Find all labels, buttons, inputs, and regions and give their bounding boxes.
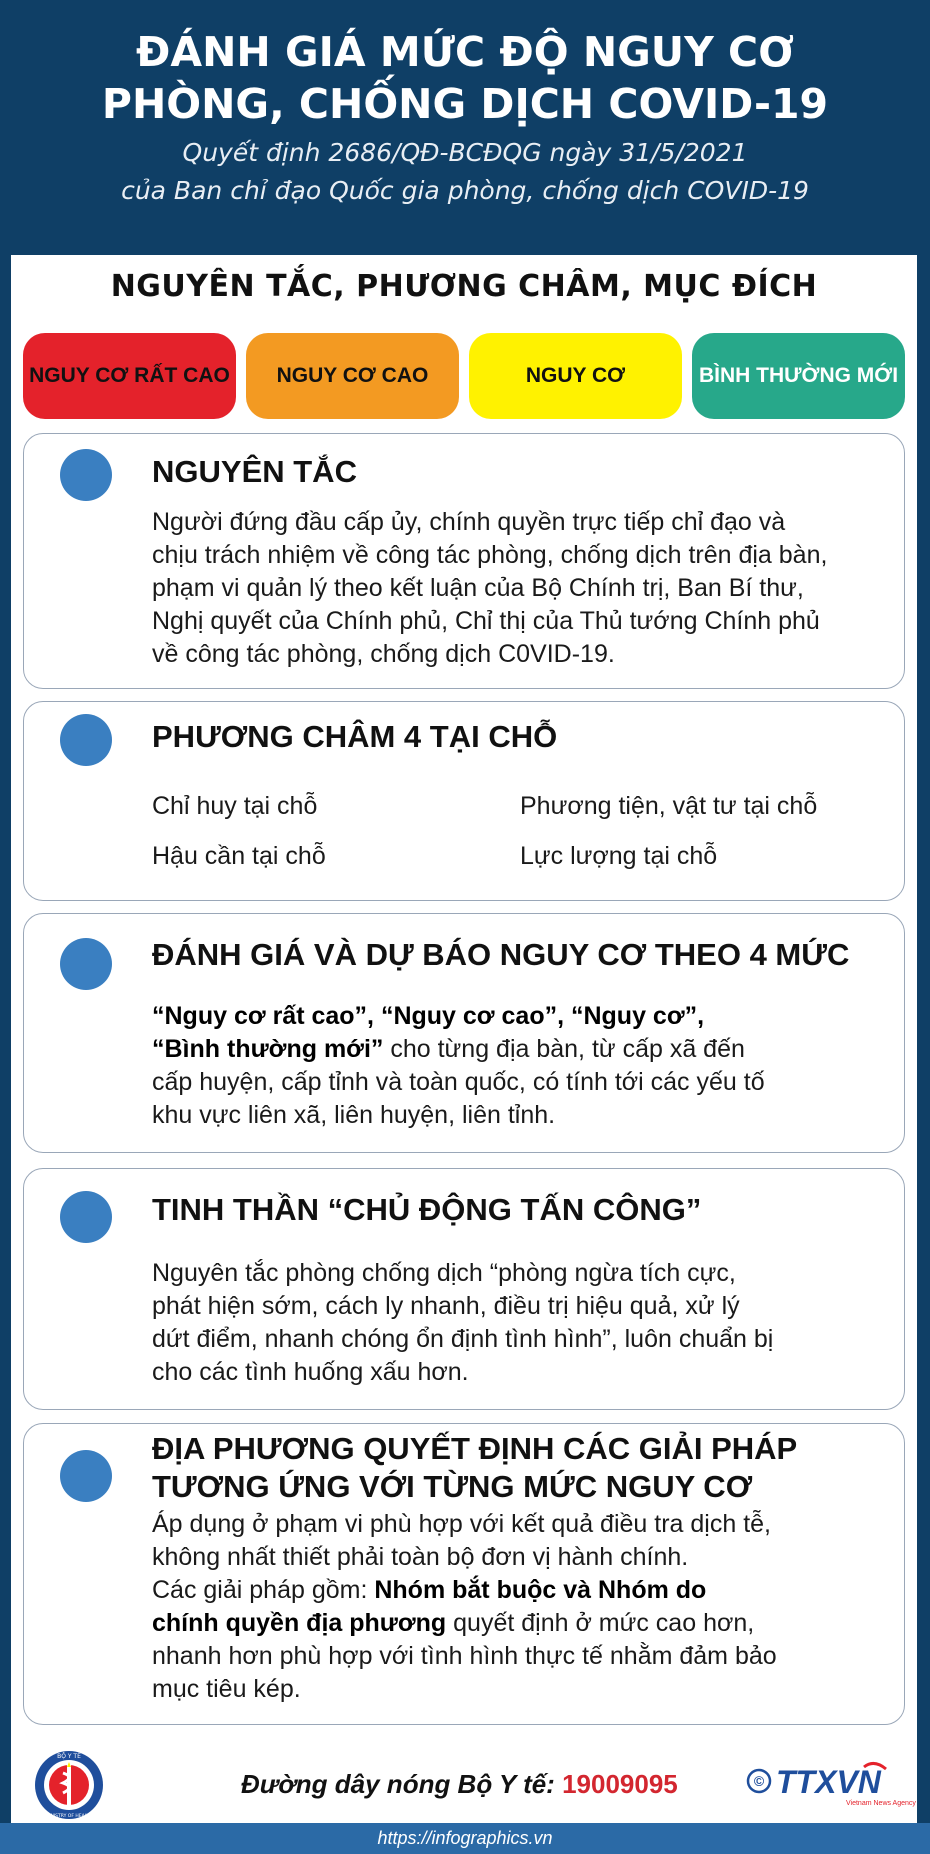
bullet-dot-icon <box>60 1450 112 1502</box>
bullet-dot-icon <box>60 449 112 501</box>
card-title: ĐÁNH GIÁ VÀ DỰ BÁO NGUY CƠ THEO 4 MỨC <box>152 937 850 972</box>
card-body <box>152 506 886 671</box>
body-line: cấp huyện, cấp tỉnh và toàn quốc, có tính tới các yếu tố <box>152 1068 765 1096</box>
card-spirit <box>23 1168 905 1410</box>
header <box>0 0 930 255</box>
copyright-symbol: © <box>753 1773 765 1789</box>
card-body <box>152 1257 886 1389</box>
risk-level-label: NGUY CƠ <box>525 364 626 387</box>
card-body <box>152 1000 886 1132</box>
page-title <box>0 0 930 130</box>
risk-level-new-normal <box>692 333 905 419</box>
body-line: nhanh hơn phù hợp với tình hình thực tế nhằm đảm bảo <box>152 1642 777 1670</box>
body-line: phát hiện sớm, cách ly nhanh, điều trị hiệu quả, xử lý <box>152 1292 740 1320</box>
body-line <box>152 1033 886 1066</box>
motto-item: Phương tiện, vật tư tại chỗ <box>520 792 818 820</box>
body-line: Áp dụng ở phạm vi phù hợp với kết quả điều tra dịch tễ, <box>152 1510 771 1538</box>
card-principle <box>23 433 905 689</box>
hotline <box>241 1769 678 1800</box>
body-line <box>152 1000 886 1033</box>
card-title: NGUYÊN TẮC <box>152 454 357 489</box>
body-line: về công tác phòng, chống dịch C0VID-19. <box>152 640 615 668</box>
body-line: không nhất thiết phải toàn bộ đơn vị hành chính. <box>152 1543 689 1571</box>
title-line: ĐỊA PHƯƠNG QUYẾT ĐỊNH CÁC GIẢI PHÁP <box>152 1431 798 1466</box>
body-line: phạm vi quản lý theo kết luận của Bộ Chính trị, Ban Bí thư, <box>152 574 804 602</box>
hotline-number: 19009095 <box>562 1769 678 1799</box>
body-line: mục tiêu kép. <box>152 1675 301 1703</box>
subtitle <box>0 134 930 210</box>
bold-text: chính quyền địa phương <box>152 1609 447 1637</box>
section-title: NGUYÊN TẮC, PHƯƠNG CHÂM, MỤC ĐÍCH <box>110 269 818 304</box>
bullet-dot-icon <box>60 1191 112 1243</box>
agency-tagline: Vietnam News Agency <box>846 1800 916 1807</box>
bold-text: Nhóm bắt buộc và Nhóm do <box>374 1576 707 1604</box>
body-line: cho các tình huống xấu hơn. <box>152 1358 469 1386</box>
title-line-1: ĐÁNH GIÁ MỨC ĐỘ NGUY CƠ <box>136 28 794 76</box>
body-line: Người đứng đầu cấp ủy, chính quyền trực tiếp chỉ đạo và <box>152 508 786 536</box>
bullet-dot-icon <box>60 714 112 766</box>
card-title: PHƯƠNG CHÂM 4 TẠI CHỖ <box>152 719 558 754</box>
subtitle-line-2: của Ban chỉ đạo Quốc gia phòng, chống dịch COVID-19 <box>121 176 809 205</box>
footer <box>11 1753 917 1819</box>
card-local <box>23 1423 905 1725</box>
agency-logo-text: TTXVN <box>776 1764 881 1800</box>
title-line: TƯƠNG ỨNG VỚI TỪNG MỨC NGUY CƠ <box>152 1469 753 1504</box>
card-body <box>152 1508 886 1706</box>
body-line: khu vực liên xã, liên huyện, liên tỉnh. <box>152 1101 556 1129</box>
motto-item: Lực lượng tại chỗ <box>520 842 718 870</box>
title-line-2: PHÒNG, CHỐNG DỊCH COVID-19 <box>101 80 829 128</box>
ttxvn-logo-icon <box>746 1761 916 1811</box>
body-line: dứt điểm, nhanh chóng ổn định tình hình”, luôn chuẩn bị <box>152 1325 774 1353</box>
risk-level-very-high <box>23 333 236 419</box>
source-url: https://infographics.vn <box>0 1823 930 1854</box>
bold-text: “Bình thường mới” <box>152 1035 384 1063</box>
motto-item: Hậu cần tại chỗ <box>152 842 326 870</box>
risk-level-label: BÌNH THƯỜNG MỚI <box>698 364 899 387</box>
content-panel <box>11 255 917 1823</box>
ministry-of-health-logo-icon <box>33 1749 105 1821</box>
body-line: Nguyên tắc phòng chống dịch “phòng ngừa tích cực, <box>152 1259 736 1287</box>
hotline-label: Đường dây nóng Bộ Y tế: <box>241 1769 563 1799</box>
risk-level-high <box>246 333 459 419</box>
risk-level-label: NGUY CƠ CAO <box>276 364 429 387</box>
subtitle-line-1: Quyết định 2686/QĐ-BCĐQG ngày 31/5/2021 <box>182 138 748 167</box>
plain-text: Các giải pháp gồm: <box>152 1576 375 1604</box>
card-title: TINH THẦN “CHỦ ĐỘNG TẤN CÔNG” <box>152 1192 702 1227</box>
card-motto <box>23 701 905 901</box>
body-line: chịu trách nhiệm về công tác phòng, chống dịch trên địa bàn, <box>152 541 828 569</box>
body-line: Nghị quyết của Chính phủ, Chỉ thị của Thủ tướng Chính phủ <box>152 607 820 635</box>
logo-text-top: BỘ Y TẾ <box>57 1753 81 1760</box>
risk-level-label: NGUY CƠ RẤT CAO <box>29 364 230 387</box>
risk-level-risk <box>469 333 682 419</box>
card-assessment <box>23 913 905 1153</box>
bullet-dot-icon <box>60 938 112 990</box>
card-title <box>152 1430 884 1506</box>
motto-item: Chỉ huy tại chỗ <box>152 792 318 820</box>
body-line <box>152 1607 886 1640</box>
body-line <box>152 1574 886 1607</box>
plain-text: quyết định ở mức cao hơn, <box>446 1609 755 1637</box>
plain-text: cho từng địa bàn, từ cấp xã đến <box>383 1035 745 1063</box>
logo-text-bottom: MINISTRY OF HEALTH <box>45 1814 93 1819</box>
bold-text: “Nguy cơ rất cao”, “Nguy cơ cao”, “Nguy cơ”, <box>152 1002 705 1030</box>
